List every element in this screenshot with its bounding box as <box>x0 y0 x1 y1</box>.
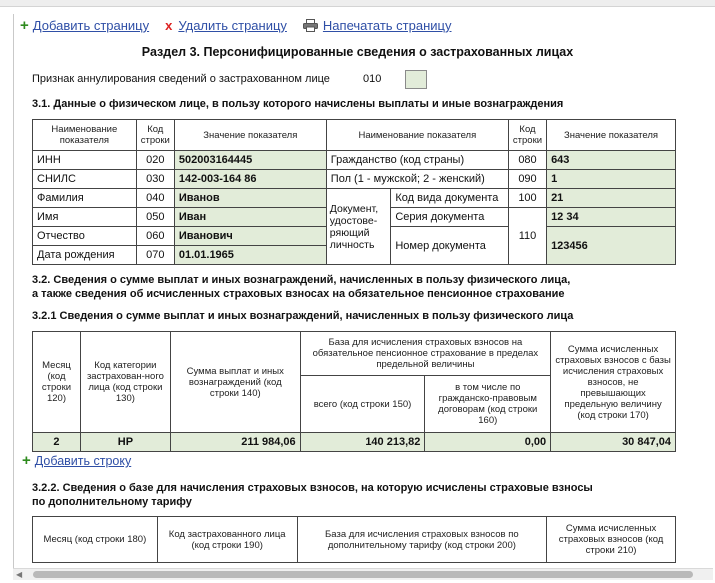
hdr-contrib-2: Сумма исчисленных страховых взносов (код строки 210) <box>547 517 676 563</box>
annul-input[interactable] <box>405 70 427 89</box>
delete-page-label[interactable]: Удалить страницу <box>178 18 287 33</box>
name-value[interactable]: Иван <box>174 208 326 227</box>
surname-code: 040 <box>136 189 174 208</box>
surname-value[interactable]: Иванов <box>174 189 326 208</box>
row-base-gpd[interactable]: 0,00 <box>425 433 551 452</box>
section-3-2-2-title-line1: 3.2.2. Сведения о базе для начисления страховых взносов, на которую исчислены страховые взносы <box>32 482 593 494</box>
hdr-value: Значение показателя <box>174 120 326 151</box>
section-3-2-title-line1: 3.2. Сведения о сумме выплат и иных вознаграждений, начисленных в пользу физического лица, <box>32 274 571 286</box>
gender-value[interactable]: 1 <box>547 170 676 189</box>
hdr-base-2: База для исчисления страховых взносов по дополнительному тарифу (код строки 200) <box>297 517 547 563</box>
hdr-code: Код строки <box>136 120 174 151</box>
section-3-2-2-title-line2: по дополнительному тарифу <box>32 496 192 508</box>
surname-label: Фамилия <box>33 189 137 208</box>
hdr-month: Месяц (код строки 120) <box>33 332 81 433</box>
row-base-total[interactable]: 140 213,82 <box>300 433 425 452</box>
section-3-2-title <box>32 273 570 301</box>
gender-label: Пол (1 - мужской; 2 - женский) <box>326 170 508 189</box>
row-sum[interactable]: 211 984,06 <box>170 433 300 452</box>
doc-series-number-code: 110 <box>508 208 546 265</box>
patronymic-label: Отчество <box>33 227 137 246</box>
doc-number-value[interactable]: 123456 <box>547 227 676 265</box>
gender-code: 090 <box>508 170 546 189</box>
section-3-2-1-title: 3.2.1 Сведения о сумме выплат и иных вознаграждений, начисленных в пользу физического лица <box>32 310 574 322</box>
row-month[interactable]: 2 <box>33 433 81 452</box>
inn-value[interactable]: 502003164445 <box>174 151 326 170</box>
citizenship-code: 080 <box>508 151 546 170</box>
delete-x-icon: x <box>165 18 173 33</box>
birthdate-value[interactable]: 01.01.1965 <box>174 246 326 265</box>
snils-code: 030 <box>136 170 174 189</box>
add-row-button[interactable] <box>22 454 131 468</box>
add-page-label[interactable]: Добавить страницу <box>32 18 150 33</box>
print-page-button[interactable] <box>303 18 452 33</box>
table-row <box>33 433 676 452</box>
citizenship-value[interactable]: 643 <box>547 151 676 170</box>
hdr-category: Код категории застрахован-ного лица (код строки 130) <box>80 332 170 433</box>
name-label: Имя <box>33 208 137 227</box>
doc-kind-value[interactable]: 21 <box>547 189 676 208</box>
citizenship-label: Гражданство (код страны) <box>326 151 508 170</box>
annul-code: 010 <box>363 73 382 85</box>
hdr-name-2: Наименование показателя <box>326 120 508 151</box>
toolbar <box>20 18 468 33</box>
hdr-base-gpd: в том числе по гражданско-правовым договорам (код строки 160) <box>425 376 551 433</box>
add-row-label[interactable]: Добавить строку <box>34 454 132 468</box>
hdr-month-2: Месяц (код строки 180) <box>33 517 158 563</box>
hdr-value-2: Значение показателя <box>547 120 676 151</box>
inn-label: ИНН <box>33 151 137 170</box>
delete-page-button[interactable] <box>165 18 287 33</box>
doc-kind-label: Код вида документа <box>391 189 509 208</box>
person-table <box>32 119 676 265</box>
section-3-1-title: 3.1. Данные о физическом лице, в пользу которого начислены выплаты и иные вознаграждения <box>32 98 564 110</box>
scrollbar-thumb[interactable] <box>33 571 693 578</box>
patronymic-value[interactable]: Иванович <box>174 227 326 246</box>
doc-series-value[interactable]: 12 34 <box>547 208 676 227</box>
birthdate-label: Дата рождения <box>33 246 137 265</box>
add-page-button[interactable] <box>20 18 149 33</box>
name-code: 050 <box>136 208 174 227</box>
birthdate-code: 070 <box>136 246 174 265</box>
plus-icon: + <box>22 452 31 469</box>
annul-label: Признак аннулирования сведений о застрахованном лице <box>32 73 330 85</box>
section-3-2-2-title <box>32 481 593 509</box>
doc-series-label: Серия документа <box>391 208 509 227</box>
additional-tariff-table <box>32 516 676 563</box>
row-contrib[interactable]: 30 847,04 <box>551 433 676 452</box>
top-strip <box>0 0 715 7</box>
section-title: Раздел 3. Персонифицированные сведения о застрахованных лицах <box>141 45 574 59</box>
hdr-code-2: Код застрахованного лица (код строки 190) <box>157 517 297 563</box>
doc-kind-code: 100 <box>508 189 546 208</box>
patronymic-code: 060 <box>136 227 174 246</box>
doc-group-label: Документ, удостове-ряющий личность <box>326 189 391 265</box>
row-category[interactable]: НР <box>80 433 170 452</box>
hdr-base-total: всего (код строки 150) <box>300 376 425 433</box>
doc-number-label: Номер документа <box>391 227 509 265</box>
section-3-2-title-line2: а также сведения об исчисленных страховых взносах на обязательное пенсионное страхование <box>32 288 565 300</box>
hdr-contrib: Сумма исчисленных страховых взносов с базы исчисления страховых взносов, не превышающих предельную величину (код строки 170) <box>551 332 676 433</box>
inn-code: 020 <box>136 151 174 170</box>
printer-icon <box>303 19 318 32</box>
scroll-left-arrow-icon[interactable]: ◀ <box>16 570 23 579</box>
horizontal-scrollbar[interactable] <box>13 568 713 580</box>
print-page-label[interactable]: Напечатать страницу <box>322 18 452 33</box>
snils-value[interactable]: 142-003-164 86 <box>174 170 326 189</box>
payments-table <box>32 331 676 452</box>
hdr-code-2: Код строки <box>508 120 546 151</box>
hdr-sum: Сумма выплат и иных вознаграждений (код строки 140) <box>170 332 300 433</box>
hdr-base: База для исчисления страховых взносов на обязательное пенсионное страхование в пределах предельной величины <box>300 332 550 376</box>
plus-icon: + <box>20 16 29 34</box>
hdr-name: Наименование показателя <box>33 120 137 151</box>
snils-label: СНИЛС <box>33 170 137 189</box>
